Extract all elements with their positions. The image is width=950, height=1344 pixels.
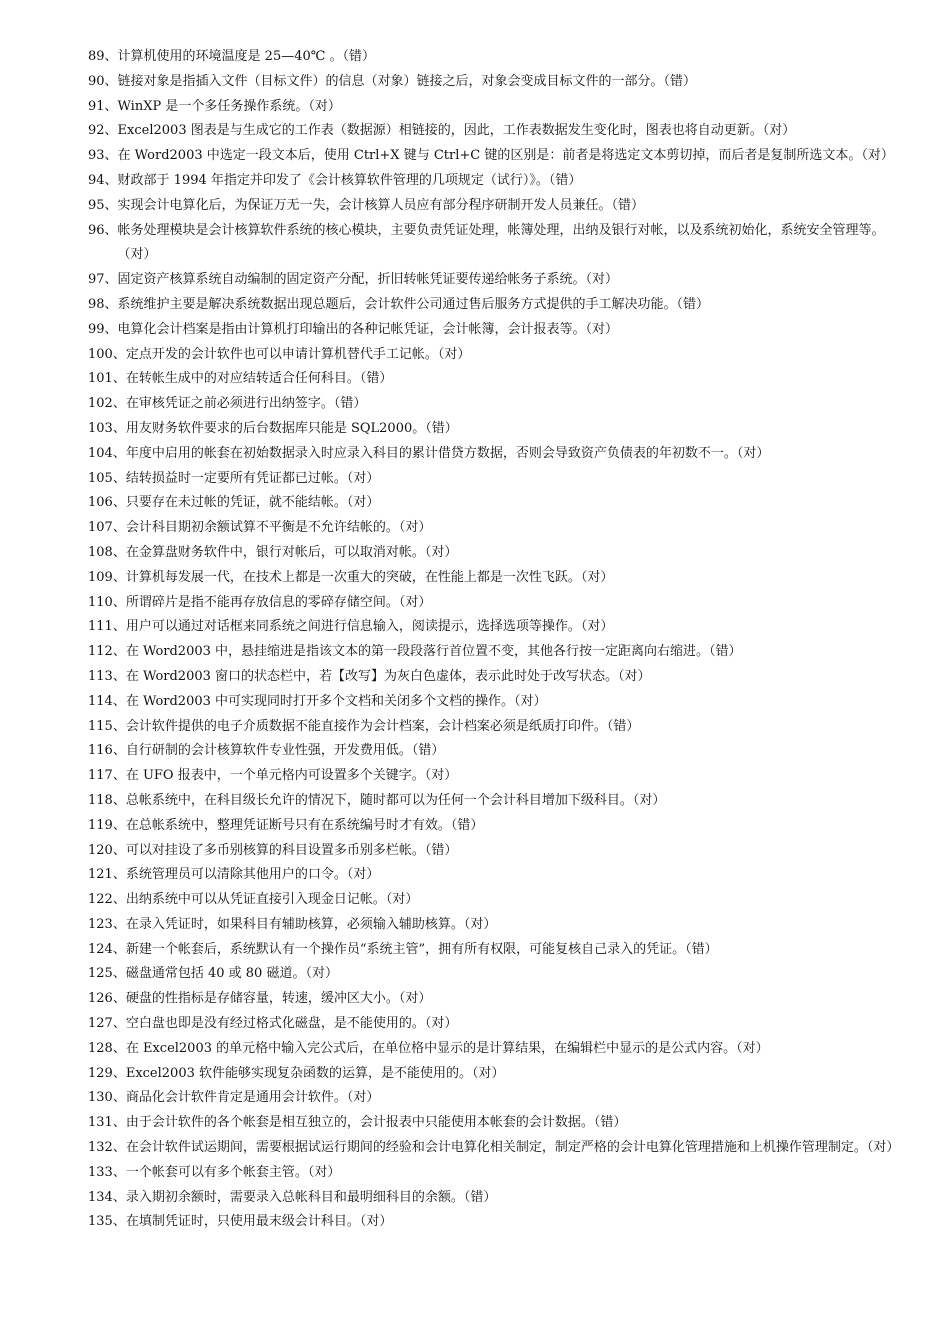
question-item xyxy=(88,1210,910,1235)
question-item xyxy=(88,45,910,70)
question-number: 120、 xyxy=(88,842,126,858)
question-number: 105、 xyxy=(88,470,126,486)
question-item xyxy=(88,293,910,318)
question-item xyxy=(88,566,910,591)
question-number: 131、 xyxy=(88,1115,126,1131)
question-number: 93、 xyxy=(88,148,118,164)
question-item xyxy=(88,962,910,987)
question-text: 固定资产核算系统自动编制的固定资产分配，折旧转帐凭证要传递给帐务子系统。（对） xyxy=(117,272,619,288)
question-text: 在 Word2003 中可实现同时打开多个文档和关闭多个文档的操作。（对） xyxy=(125,693,547,709)
question-item xyxy=(88,541,910,566)
question-number: 130、 xyxy=(88,1090,126,1106)
question-number: 98、 xyxy=(88,296,118,312)
question-item xyxy=(88,95,910,120)
question-text: 链接对象是指插入文件（目标文件）的信息（对象）链接之后，对象会变成目标文件的一部分。（错） xyxy=(117,73,697,89)
question-item xyxy=(88,1136,910,1161)
question-text: 计算机每发展一代，在技术上都是一次重大的突破，在性能上都是一次性飞跃。（对） xyxy=(125,569,614,585)
question-number: 124、 xyxy=(88,941,126,957)
question-number: 114、 xyxy=(88,693,126,709)
question-text: 会计科目期初余额试算不平衡是不允许结帐的。（对） xyxy=(125,520,432,536)
question-text: 在金算盘财务软件中，银行对帐后，可以取消对帐。（对） xyxy=(125,544,458,560)
question-text: 电算化会计档案是指由计算机打印输出的各种记帐凭证，会计帐簿，会计报表等。（对） xyxy=(117,321,619,337)
question-item xyxy=(88,987,910,1012)
question-number: 119、 xyxy=(88,817,126,833)
question-item xyxy=(88,913,910,938)
question-text: 可以对挂设了多币别核算的科目设置多币别多栏帐。（错） xyxy=(125,842,458,858)
question-number: 104、 xyxy=(88,445,126,461)
question-number: 125、 xyxy=(88,966,126,982)
question-item xyxy=(88,467,910,492)
question-text: 在审核凭证之前必须进行出纳签字。（错） xyxy=(125,396,367,412)
question-item xyxy=(88,764,910,789)
question-number: 118、 xyxy=(88,792,126,808)
question-number: 129、 xyxy=(88,1065,126,1081)
question-item xyxy=(88,888,910,913)
question-item xyxy=(88,839,910,864)
question-item xyxy=(88,516,910,541)
question-text: 会计软件提供的电子介质数据不能直接作为会计档案，会计档案必须是纸质打印件。（错） xyxy=(125,718,640,734)
question-number: 109、 xyxy=(88,569,126,585)
question-number: 90、 xyxy=(88,73,118,89)
question-number: 106、 xyxy=(88,495,126,511)
question-text: 结转损益时一定要所有凭证都已过帐。（对） xyxy=(125,470,380,486)
question-text: 新建一个帐套后，系统默认有一个操作员“系统主管”，拥有所有权限，可能复核自己录入的凭证。（错） xyxy=(125,941,718,957)
question-item xyxy=(88,169,910,194)
question-number: 97、 xyxy=(88,272,118,288)
question-number: 122、 xyxy=(88,892,126,908)
question-text: 录入期初余额时，需要录入总帐科目和最明细科目的余额。（错） xyxy=(125,1189,497,1205)
question-item xyxy=(88,442,910,467)
question-item xyxy=(88,367,910,392)
question-text: 系统维护主要是解决系统数据出现总题后，会计软件公司通过售后服务方式提供的手工解决功能。（错） xyxy=(117,296,710,312)
question-number: 112、 xyxy=(88,644,126,660)
question-number: 135、 xyxy=(88,1214,126,1230)
question-text: 年度中启用的帐套在初始数据录入时应录入科目的累计借贷方数据，否则会导致资产负债表的年初数不一。（对） xyxy=(125,445,770,461)
question-text: 在 Word2003 中选定一段文本后，使用 Ctrl+X 键与 Ctrl+C 键的区别是：前者是将选定文本剪切掉，而后者是复制所选文本。（对） xyxy=(117,148,894,164)
question-item xyxy=(88,219,910,269)
question-text: 实现会计电算化后，为保证万无一失，会计核算人员应有部分程序研制开发人员兼任。（错） xyxy=(117,197,645,213)
question-text: 商品化会计软件肯定是通用会计软件。（对） xyxy=(125,1090,380,1106)
question-text: 在 UFO 报表中，一个单元格内可设置多个关键字。（对） xyxy=(125,768,458,784)
question-text: WinXP 是一个多任务操作系统。（对） xyxy=(117,98,341,114)
question-number: 128、 xyxy=(88,1040,126,1056)
question-text: 定点开发的会计软件也可以申请计算机替代手工记帐。（对） xyxy=(125,346,471,362)
question-item xyxy=(88,863,910,888)
question-item xyxy=(88,1012,910,1037)
question-item xyxy=(88,70,910,95)
question-number: 91、 xyxy=(88,98,118,114)
question-number: 102、 xyxy=(88,396,126,412)
question-number: 117、 xyxy=(88,768,126,784)
question-item xyxy=(88,119,910,144)
question-number: 121、 xyxy=(88,867,126,883)
question-text: 由于会计软件的各个帐套是相互独立的，会计报表中只能使用本帐套的会计数据。（错） xyxy=(125,1115,627,1131)
question-item xyxy=(88,491,910,516)
question-item xyxy=(88,392,910,417)
question-number: 94、 xyxy=(88,172,118,188)
question-item xyxy=(88,417,910,442)
question-number: 116、 xyxy=(88,743,126,759)
question-number: 111、 xyxy=(88,619,126,635)
question-number: 134、 xyxy=(88,1189,126,1205)
question-text: 在 Excel2003 的单元格中输入完公式后，在单位格中显示的是计算结果，在编辑栏中显示的是公式内容。（对） xyxy=(125,1040,769,1056)
question-item xyxy=(88,938,910,963)
question-number: 126、 xyxy=(88,991,126,1007)
question-item xyxy=(88,1186,910,1211)
question-text: 在录入凭证时，如果科目有辅助核算，必须输入辅助核算。（对） xyxy=(125,916,497,932)
question-text: 只要存在未过帐的凭证，就不能结帐。（对） xyxy=(125,495,380,511)
question-text: 所谓碎片是指不能再存放信息的零碎存储空间。（对） xyxy=(125,594,432,610)
question-item xyxy=(88,591,910,616)
question-item xyxy=(88,814,910,839)
question-item xyxy=(88,1161,910,1186)
question-text: Excel2003 软件能够实现复杂函数的运算，是不能使用的。（对） xyxy=(125,1065,505,1081)
question-text: 自行研制的会计核算软件专业性强，开发费用低。（错） xyxy=(125,743,445,759)
question-number: 95、 xyxy=(88,197,118,213)
question-text: 硬盘的性指标是存储容量，转速，缓冲区大小。（对） xyxy=(125,991,432,1007)
question-number: 89、 xyxy=(88,49,118,64)
question-text: 在填制凭证时，只使用最末级会计科目。（对） xyxy=(125,1214,393,1230)
question-number: 101、 xyxy=(88,371,126,387)
question-item xyxy=(88,318,910,343)
question-text: 用户可以通过对话框来同系统之间进行信息输入，阅读提示，选择选项等操作。（对） xyxy=(125,619,614,635)
question-item xyxy=(88,715,910,740)
question-item xyxy=(88,665,910,690)
question-text: 磁盘通常包括 40 或 80 磁道。（对） xyxy=(125,966,338,982)
question-text: 帐务处理模块是会计核算软件系统的核心模块，主要负责凭证处理，帐簿处理，出纳及银行对帐，以及系统初始化，系统安全管理等。（对） xyxy=(117,222,885,263)
question-text: 财政部于 1994 年指定并印发了《会计核算软件管理的几项规定（试行）》。（错） xyxy=(117,172,582,188)
question-text: 总帐系统中，在科目级长允许的情况下，随时都可以为任何一个会计科目增加下级科目。（对） xyxy=(125,792,666,808)
question-number: 108、 xyxy=(88,544,126,560)
question-item xyxy=(88,1037,910,1062)
question-number: 113、 xyxy=(88,668,126,684)
question-number: 127、 xyxy=(88,1016,126,1032)
question-number: 132、 xyxy=(88,1140,126,1156)
question-number: 96、 xyxy=(88,222,118,238)
question-text: 在 Word2003 中，悬挂缩进是指该文本的第一段段落行首位置不变，其他各行按一定距离向右缩进。（错） xyxy=(125,644,742,660)
question-number: 110、 xyxy=(88,594,126,610)
question-number: 133、 xyxy=(88,1164,126,1180)
question-item xyxy=(88,789,910,814)
question-number: 92、 xyxy=(88,123,118,139)
question-item xyxy=(88,640,910,665)
question-item xyxy=(88,194,910,219)
question-text: 在总帐系统中，整理凭证断号只有在系统编号时才有效。（错） xyxy=(125,817,484,833)
question-number: 107、 xyxy=(88,520,126,536)
question-number: 103、 xyxy=(88,420,126,436)
question-number: 100、 xyxy=(88,346,126,362)
question-number: 115、 xyxy=(88,718,126,734)
question-text: 用友财务软件要求的后台数据库只能是 SQL2000。（错） xyxy=(125,420,458,436)
question-item xyxy=(88,1111,910,1136)
question-item xyxy=(88,268,910,293)
question-number: 99、 xyxy=(88,321,118,337)
question-number: 123、 xyxy=(88,916,126,932)
question-item xyxy=(88,615,910,640)
question-item xyxy=(88,690,910,715)
question-text: 在会计软件试运期间，需要根据试运行期间的经验和会计电算化相关制定，制定严格的会计电算化管理措施和上机操作管理制定。（对） xyxy=(125,1140,900,1156)
question-item xyxy=(88,739,910,764)
question-item xyxy=(88,1086,910,1111)
question-text: 一个帐套可以有多个帐套主管。（对） xyxy=(125,1164,341,1180)
question-item xyxy=(88,1062,910,1087)
question-text: Excel2003 图表是与生成它的工作表（数据源）相链接的，因此，工作表数据发生变化时，图表也将自动更新。（对） xyxy=(117,123,796,139)
true-false-question-list xyxy=(88,45,910,1235)
question-item xyxy=(88,144,910,169)
question-text: 在转帐生成中的对应结转适合任何科目。（错） xyxy=(125,371,393,387)
question-text: 系统管理员可以清除其他用户的口令。（对） xyxy=(125,867,380,883)
question-text: 空白盘也即是没有经过格式化磁盘，是不能使用的。（对） xyxy=(125,1016,458,1032)
question-item xyxy=(88,343,910,368)
question-text: 计算机使用的环境温度是 25—40℃ 。（错） xyxy=(117,49,375,64)
question-text: 出纳系统中可以从凭证直接引入现金日记帐。（对） xyxy=(125,892,419,908)
question-text: 在 Word2003 窗口的状态栏中，若【改写】为灰白色虚体，表示此时处于改写状态。（对） xyxy=(125,668,651,684)
